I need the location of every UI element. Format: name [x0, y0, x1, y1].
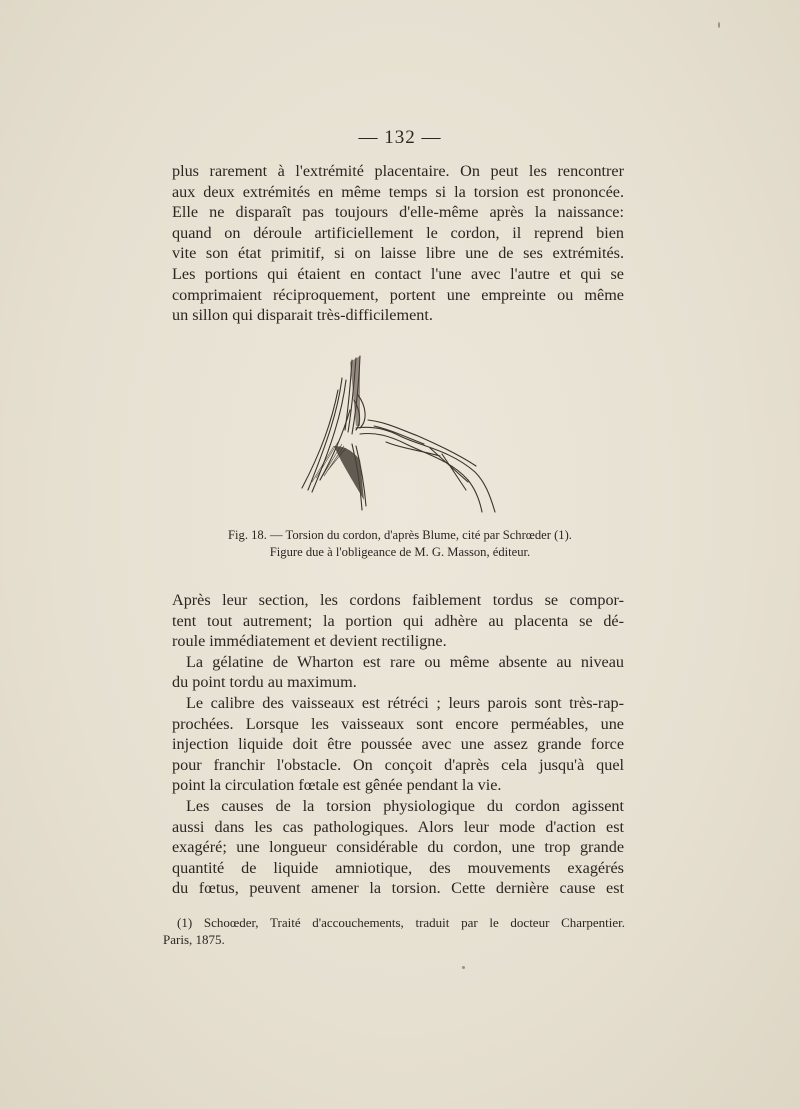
footnote	[163, 914, 625, 948]
text-line: comprimaient réciproquement, portent une empreinte ou même	[172, 285, 624, 304]
text-line: injection liquide doit être poussée avec une assez grande force	[172, 735, 624, 754]
text-line: tent tout autrement; la portion qui adhère au placenta se dé-	[172, 611, 624, 630]
text-line: quand on déroule artificiellement le cordon, il reprend bien	[172, 223, 624, 242]
paragraph-2	[172, 590, 624, 899]
text-line: Les portions qui étaient en contact l'une avec l'autre et qui se	[172, 264, 624, 283]
text-line: roule immédiatement et devient rectiligne.	[172, 632, 447, 651]
caption-line: Figure due à l'obligeance de M. G. Masson, éditeur.	[269, 545, 531, 559]
text-line: point la circulation fœtale est gênée pendant la vie.	[172, 776, 502, 795]
text-line: Le calibre des vaisseaux est rétréci ; leurs parois sont très-rap-	[186, 693, 624, 712]
text-line: Elle ne disparaît pas toujours d'elle-même après la naissance:	[172, 203, 624, 222]
text-line: quantité de liquide amniotique, des mouvements exagérés	[172, 858, 624, 877]
text-line: plus rarement à l'extrémité placentaire. On peut les rencontrer	[172, 162, 624, 180]
page-number: — 132 —	[358, 127, 442, 148]
umbilical-cord-torsion-illustration	[290, 350, 520, 520]
footnote-line: Paris, 1875.	[163, 932, 225, 947]
cord-drawing	[290, 350, 520, 520]
paper-speck	[462, 966, 465, 969]
text-line: exagéré; une longueur considérable du cordon, une trop grande	[172, 838, 624, 857]
text-line: vite son état primitif, si on laisse libre une de ses extrémités.	[172, 244, 624, 263]
text-line: pour franchir l'obstacle. On conçoit d'après cela jusqu'à quel	[172, 755, 624, 774]
footnote-line: (1) Schoœder, Traité d'accouchements, traduit par le docteur Charpentier.	[177, 915, 625, 930]
caption-line: Fig. 18. — Torsion du cordon, d'après Blume, cité par Schrœder (1).	[228, 528, 572, 542]
text-line: aux deux extrémités en même temps si la torsion est prononcée.	[172, 182, 624, 201]
text-line: du fœtus, peuvent amener la torsion. Cette dernière cause est	[172, 879, 624, 898]
paper-speck	[718, 22, 720, 28]
text-line: La gélatine de Wharton est rare ou même absente au niveau	[186, 652, 624, 671]
text-line: un sillon qui disparait très-difficilement.	[172, 306, 433, 325]
paragraph-1	[172, 161, 624, 326]
text-line: Après leur section, les cordons faiblement tordus se compor-	[172, 591, 624, 609]
text-line: du point tordu au maximum.	[172, 673, 357, 692]
text-line: aussi dans les cas pathologiques. Alors leur mode d'action est	[172, 817, 624, 836]
text-line: prochées. Lorsque les vaisseaux sont encore perméables, une	[172, 714, 624, 733]
text-line: Les causes de la torsion physiologique du cordon agissent	[186, 796, 624, 815]
figure-caption	[180, 527, 620, 561]
